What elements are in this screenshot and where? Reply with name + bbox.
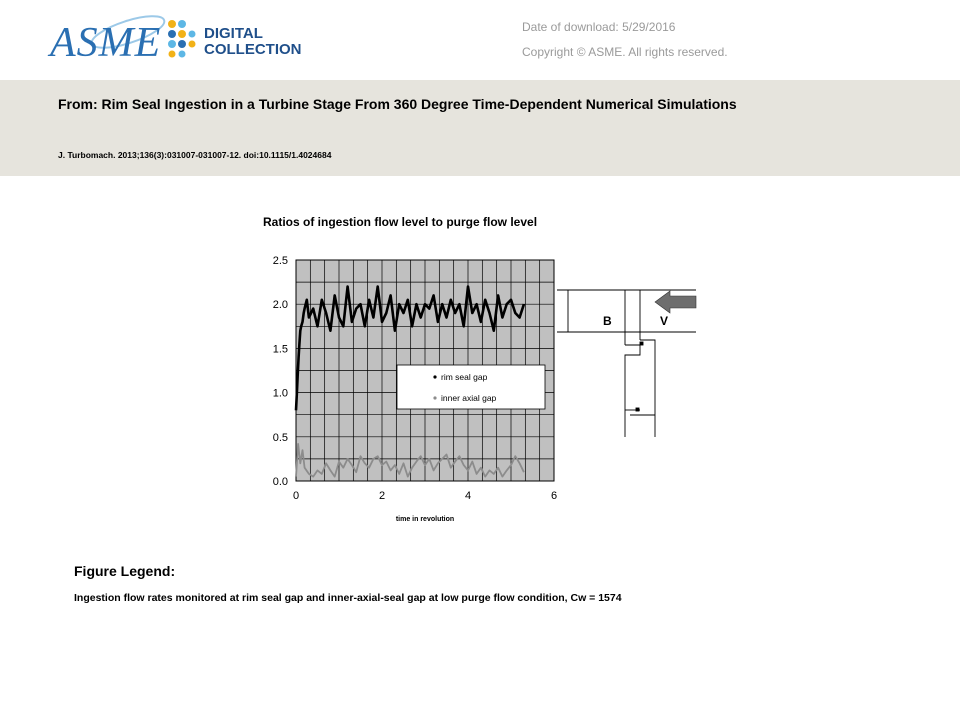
y-tick-label: 0.5 [272, 431, 288, 444]
logo-asme-text: ASME [50, 20, 162, 66]
article-info-band [0, 80, 960, 176]
y-tick-label: 1.5 [272, 343, 288, 356]
legend-label-rim: rim seal gap [441, 372, 488, 382]
flow-arrow-icon [655, 291, 696, 313]
x-axis-label: time in revolution [395, 516, 455, 523]
asme-logo [44, 8, 324, 70]
diagram-label-v: V [660, 314, 669, 328]
y-tick-label: 2.0 [272, 299, 288, 312]
x-tick-label: 0 [292, 490, 300, 502]
figure-chart [250, 205, 710, 535]
copyright-notice: Copyright © ASME. All rights reserved. [522, 45, 728, 59]
legend-label-inner: inner axial gap [441, 393, 497, 403]
chart-legend [397, 365, 545, 409]
y-tick-label: 1.0 [272, 387, 288, 400]
download-date-value: 5/29/2016 [622, 20, 676, 34]
article-title: From: Rim Seal Ingestion in a Turbine Stage From 360 Degree Time-Dependent Numerical Simulations [58, 96, 737, 112]
y-tick-label: 2.5 [272, 255, 288, 267]
figure-legend-heading: Figure Legend: [74, 563, 176, 579]
legend-marker-inner [433, 396, 436, 399]
diagram-label-b: B [603, 314, 612, 328]
chart-title: Ratios of ingestion flow level to purge flow level [263, 215, 538, 229]
figure-legend-text: Ingestion flow rates monitored at rim seal gap and inner-axial-seal gap at low purge flow condition, Cw = 1574 [74, 592, 622, 604]
download-date [522, 20, 675, 34]
x-tick-label: 4 [464, 490, 472, 502]
x-tick-label: 2 [378, 490, 386, 502]
logo-collection-text: COLLECTION [204, 41, 302, 58]
page-header [0, 0, 960, 80]
seal-geometry-diagram [557, 290, 696, 437]
logo-dots-icon [168, 20, 196, 58]
x-tick-label: 6 [550, 490, 558, 502]
y-tick-label: 0.0 [272, 476, 288, 488]
legend-marker-rim [433, 375, 436, 378]
download-date-label: Date of download: [522, 20, 619, 34]
logo-digital-text: DIGITAL [204, 25, 263, 42]
article-citation: J. Turbomach. 2013;136(3):031007-031007-12. doi:10.1115/1.4024684 [58, 150, 332, 160]
